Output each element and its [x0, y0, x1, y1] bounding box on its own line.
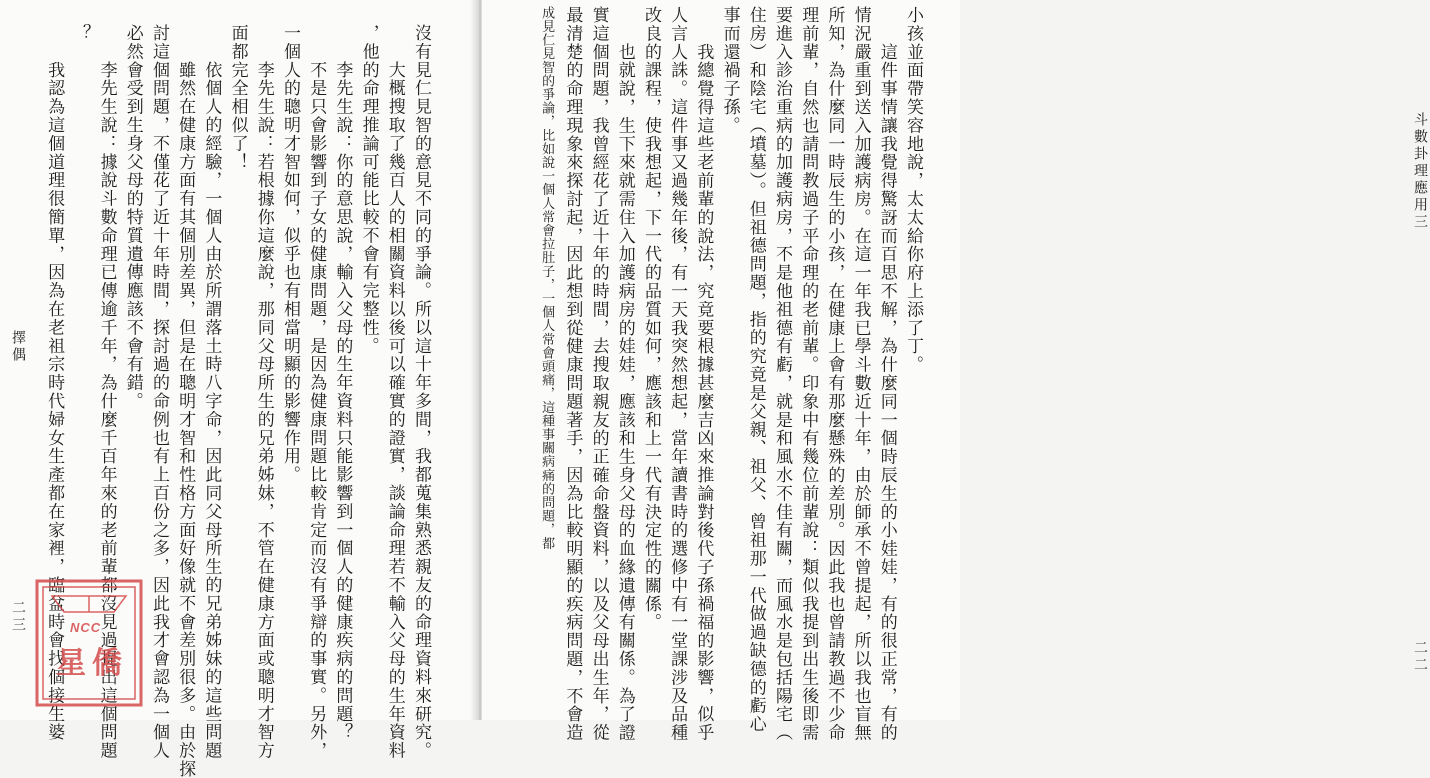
text-column: 也就說，生下來就需住入加護病房的娃娃，應該和生身父母的血緣遺傳有關係。為了證: [614, 6, 635, 742]
text-column: 我認為這個道理很簡單，因為在老祖宗時代婦女生產都在家裡，臨盆時會找個接生婆: [44, 24, 65, 742]
text-column: 李先生說：你的意思說，輸入父母的生年資料只能影響到一個人的健康疾病的問題？: [332, 24, 353, 742]
text-column: 依個人的經驗，一個人由於所謂落土時八字命，因此同父母所生的兄弟姊妹的這些問題: [201, 24, 222, 760]
text-column: 改良的課程，使我想起，下一代的品質如何，應該和上一代有決定性的關係。: [640, 6, 661, 632]
text-column: 一個人的聰明才智如何，似乎也有相當明顯的影響作用。: [279, 24, 300, 484]
text-column: 討這個問題，不僅花了近十年時間，探討過的命例也有上百份之多，因此我才會認為一個人: [148, 24, 169, 760]
right-page-number: 二二: [1412, 640, 1428, 674]
text-column: 要進入診治重病的加護病房，不是他祖德有虧，就是和風水不佳有關，而風水是包括陽宅（: [771, 6, 792, 742]
ncc-seal-stamp: [34, 578, 144, 708]
text-column: 沒有見仁見智的意見不同的爭論。所以這十年多間，我都蒐集熟悉親友的命理資料來研究。: [411, 24, 431, 760]
text-column: 人言人誅。這件事又過幾年後，有一天我突然想起，當年讀書時的選修中有一堂課涉及品種: [667, 6, 688, 742]
right-page: [482, 0, 1428, 742]
text-column: 最清楚的命理現象來探討起，因此想到從健康問題著手，因為比較明顯的疾病問題，不會造: [562, 6, 583, 742]
text-column: 必然會受到生身父母的特質遺傳應該不會有錯。: [122, 24, 143, 411]
text-column: ，他的命理推論可能比較不會有完整性。: [358, 24, 379, 356]
text-column: 李先生說：若根據你這麼說，那同父母所生的兄弟姊妹，不管在健康方面或聰明才智方: [253, 24, 274, 760]
text-column: ？: [70, 24, 91, 43]
text-column: 住房）和陰宅（墳墓）。但祖德問題，指的究竟是父親、祖父、曾祖那一代做過缺德的虧心: [745, 6, 766, 734]
left-running-header: 擇偶: [10, 330, 26, 364]
right-page-text: [496, 6, 926, 742]
text-column: 不是只會影響到子女的健康問題，是因為健康問題比較肯定而沒有爭辯的事實。另外，: [306, 24, 327, 760]
text-column: 面都完全相似了！: [227, 24, 248, 172]
text-column: 小孩並面帶笑容地說，太太給你府上添了丁。: [903, 6, 923, 374]
text-column: 成見仁見智的爭論，比如說一個人常會拉肚子，一個人常會頭痛，這種事關病痛的問題，都: [539, 6, 555, 550]
stamp-code: NCC: [70, 620, 102, 635]
text-column: 這件事情讓我覺得驚訝而百思不解，為什麼同一個時辰生的小娃娃，有的很正常，有的: [876, 6, 897, 742]
right-running-header: 斗數卦理應用三: [1412, 112, 1428, 231]
text-column: 李先生說：據說斗數命理已傳逾千年，為什麼千百年來的老前輩都沒見過提出這個問題: [96, 24, 117, 760]
text-column: 情況嚴重到送入加護病房。在這一年我已學斗數近十年，由於師承不曾提起，所以我也盲無: [850, 6, 871, 742]
text-column: 所知，為什麼同一時辰生的小孩，在健康上會有那麼懸殊的差別。因此我也曾請教過不少命: [824, 6, 845, 742]
text-column: 理前輩，自然也請問教過子平命理的老前輩。印象中有幾位前輩說：類似我提到出生後即需: [798, 6, 819, 742]
text-column: 事而還禍子孫。: [719, 6, 740, 135]
text-column: 大概搜取了幾百人的相關資料以後可以確實的證實，談論命理若不輸入父母的生年資料: [384, 24, 405, 760]
text-column: 實這個問題，我曾經花了近十年的時間，去搜取親友的正確命盤資料，以及父母出生年，從: [588, 6, 609, 742]
text-column: 雖然在健康方面有其個別差異，但是在聰明才智和性格方面好像就不會差別很多。由於探: [175, 24, 196, 778]
left-page: [0, 0, 478, 778]
left-page-number: 二三: [10, 600, 26, 634]
stamp-name: 星僑: [56, 646, 128, 681]
text-column: 我總覺得這些老前輩的說法，究竟要根據甚麼吉凶來推論對後代子孫禍福的影響，似乎: [693, 6, 714, 742]
